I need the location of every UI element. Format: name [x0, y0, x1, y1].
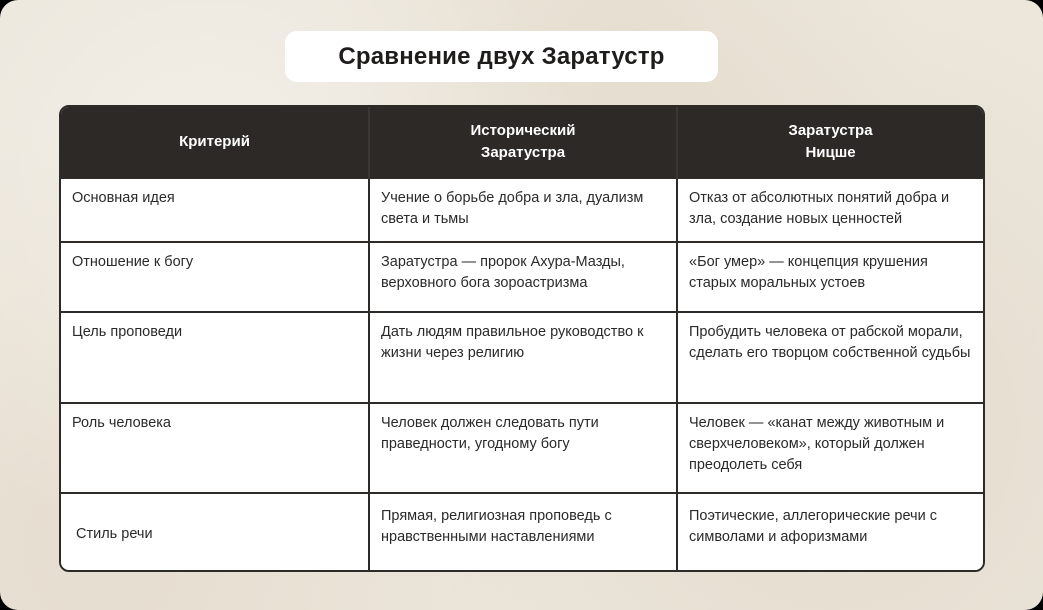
table-row [61, 242, 983, 312]
title-card [285, 31, 718, 82]
table-row [61, 178, 983, 242]
criterion-cell: Стиль речи [61, 493, 369, 572]
nietzsche-cell: Отказ от абсолютных понятий добра и зла, создание новых ценностей [677, 178, 983, 242]
header-criterion [61, 107, 369, 178]
nietzsche-cell: Пробудить человека от рабской морали, сделать его творцом собственной судьбы [677, 312, 983, 403]
header-criterion-label: Критерий [179, 133, 250, 150]
header-historical [369, 107, 677, 178]
criterion-cell: Отношение к богу [61, 242, 369, 312]
header-historical-line1: Исторический [470, 122, 576, 139]
nietzsche-cell: Человек — «канат между животным и сверхчеловеком», который должен преодолеть себя [677, 403, 983, 493]
table-row [61, 493, 983, 572]
criterion-cell: Роль человека [61, 403, 369, 493]
historical-cell: Прямая, религиозная проповедь с нравственными наставлениями [369, 493, 677, 572]
historical-cell: Учение о борьбе добра и зла, дуализм света и тьмы [369, 178, 677, 242]
nietzsche-cell: «Бог умер» — концепция крушения старых моральных устоев [677, 242, 983, 312]
header-nietzsche-line2: Ницше [805, 144, 856, 161]
nietzsche-cell: Поэтические, аллегорические речи с символами и афоризмами [677, 493, 983, 572]
header-nietzsche [677, 107, 983, 178]
header-nietzsche-line1: Заратустра [788, 122, 873, 139]
comparison-table-grid [61, 107, 983, 572]
historical-cell: Заратустра — пророк Ахура-Мазды, верховного бога зороастризма [369, 242, 677, 312]
page-title: Сравнение двух Заратустр [338, 42, 665, 70]
table-header-row [61, 107, 983, 178]
historical-cell: Человек должен следовать пути праведности, угодному богу [369, 403, 677, 493]
historical-cell: Дать людям правильное руководство к жизни через религию [369, 312, 677, 403]
comparison-table [59, 105, 985, 572]
criterion-cell: Цель проповеди [61, 312, 369, 403]
table-row [61, 312, 983, 403]
table-row [61, 403, 983, 493]
criterion-cell: Основная идея [61, 178, 369, 242]
header-historical-line2: Заратустра [480, 144, 566, 161]
